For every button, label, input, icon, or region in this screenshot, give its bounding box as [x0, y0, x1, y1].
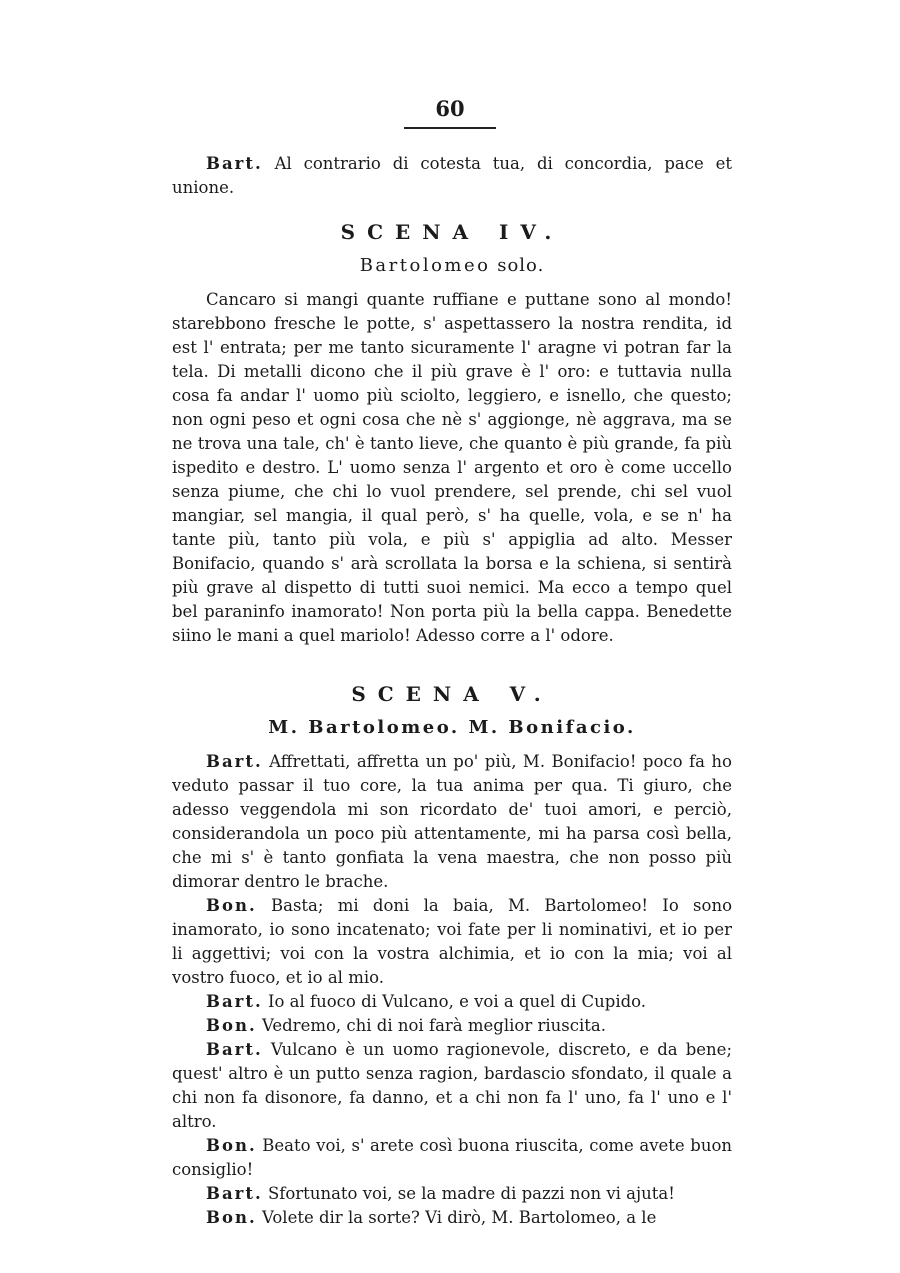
speaker-label: Bart. — [206, 154, 263, 173]
scene-5-cast-names: M. Bartolomeo. M. Bonifacio. — [268, 717, 636, 738]
page-number: 60 — [435, 96, 465, 121]
line-text: Io al fuoco di Vulcano, e voi a quel di Cupido. — [267, 992, 647, 1011]
dialogue-line — [172, 1134, 732, 1182]
scene-5-dialogue — [172, 750, 732, 1230]
speaker-label: Bart. — [206, 992, 263, 1011]
dialogue-line — [172, 1182, 732, 1206]
line-text: Volete dir la sorte? Vi dirò, M. Bartolomeo, a le — [261, 1208, 657, 1227]
scene-4-title: SCENA IV. — [340, 220, 564, 244]
speaker-label: Bart. — [206, 1184, 263, 1203]
line-text: Al contrario di cotesta tua, di concordia, pace et unione. — [172, 154, 732, 197]
dialogue-line — [172, 1038, 732, 1134]
speaker-label: Bon. — [206, 896, 257, 915]
line-text: Affrettati, affretta un po' più, M. Bonifacio! poco fa ho veduto passar il tuo core, la tua anima per qua. Ti giuro, che adesso veggendola mi son ricordato de' tuoi amori, e perciò, considerandola un poco più attentamente, mi ha parsa così bella, che mi s' è tanto gonfiata la vena maestra, che non posso più dimorar dentro le brache. — [172, 752, 732, 891]
scene-4-cast — [172, 254, 732, 278]
dialogue-line — [172, 990, 732, 1014]
speaker-label: Bart. — [206, 752, 263, 771]
page-number-rule — [404, 127, 496, 129]
line-text: Beato voi, s' arete così buona riuscita, come avete buon consiglio! — [172, 1136, 733, 1179]
dialogue-line — [172, 894, 732, 990]
scene-5-cast — [172, 716, 732, 740]
line-text: Vulcano è un uomo ragionevole, discreto, e da bene; quest' altro è un putto senza ragion, bardascio sfondato, il quale a chi non fa disonore, fa danno, et a chi non fa l' uno, fa l' uno e l' altro. — [172, 1040, 733, 1131]
line-text: Vedremo, chi di noi farà meglior riuscita. — [261, 1016, 606, 1035]
scene-4-cast-note: solo. — [497, 255, 545, 276]
dialogue-line — [172, 750, 732, 894]
dialogue-line — [172, 1206, 732, 1230]
scene-4-cast-name: Bartolomeo — [359, 255, 491, 276]
speaker-label: Bon. — [206, 1208, 257, 1227]
line-text: Basta; mi doni la baia, M. Bartolomeo! Io sono inamorato, io sono incatenato; voi fate per li nominativi, et io per li aggettivi; voi con la vostra alchimia, et io con la mia; voi al vostro fuoco, et io al mio. — [172, 896, 732, 987]
dialogue-line — [172, 1014, 732, 1038]
scene-5-title: SCENA V. — [351, 682, 553, 706]
speaker-label: Bon. — [206, 1136, 257, 1155]
scene-4-monologue: Cancaro si mangi quante ruffiane e puttane sono al mondo! starebbono fresche le potte, s' aspettassero la nostra rendita, id est l' entrata; per me tanto sicuramente l' aragne vi potran far la tela. Di metalli dicono che il più grave è l' oro: e tuttavia nulla cosa fa andar l' uomo più sciolto, leggiero, e isnello, che questo; non ogni peso et ogni cosa che nè s' aggionge, nè aggrava, ma se ne trova una tale, ch' è tanto lieve, che quanto è più grande, fa più ispedito e destro. L' uomo senza l' argento et oro è come uccello senza piume, che chi lo vuol prendere, sel prende, chi sel vuol mangiar, sel mangia, il qual però, s' ha quelle, vola, e se n' ha tante più, tanto più vola, e più s' appiglia ad alto. Messer Bonifacio, quando s' arà scrollata la borsa e la schiena, si sentirà più grave al dispetto di tutti suoi nemici. Ma ecco a tempo quel bel paraninfo inamorato! Non porta più la bella cappa. Benedette siino le mani a quel mariolo! Adesso corre a l' odore. — [172, 290, 732, 645]
speaker-label: Bon. — [206, 1016, 257, 1035]
line-text: Sfortunato voi, se la madre di pazzi non vi ajuta! — [267, 1184, 675, 1203]
speaker-label: Bart. — [206, 1040, 263, 1059]
opening-line — [172, 152, 732, 200]
page-body — [172, 152, 732, 1230]
